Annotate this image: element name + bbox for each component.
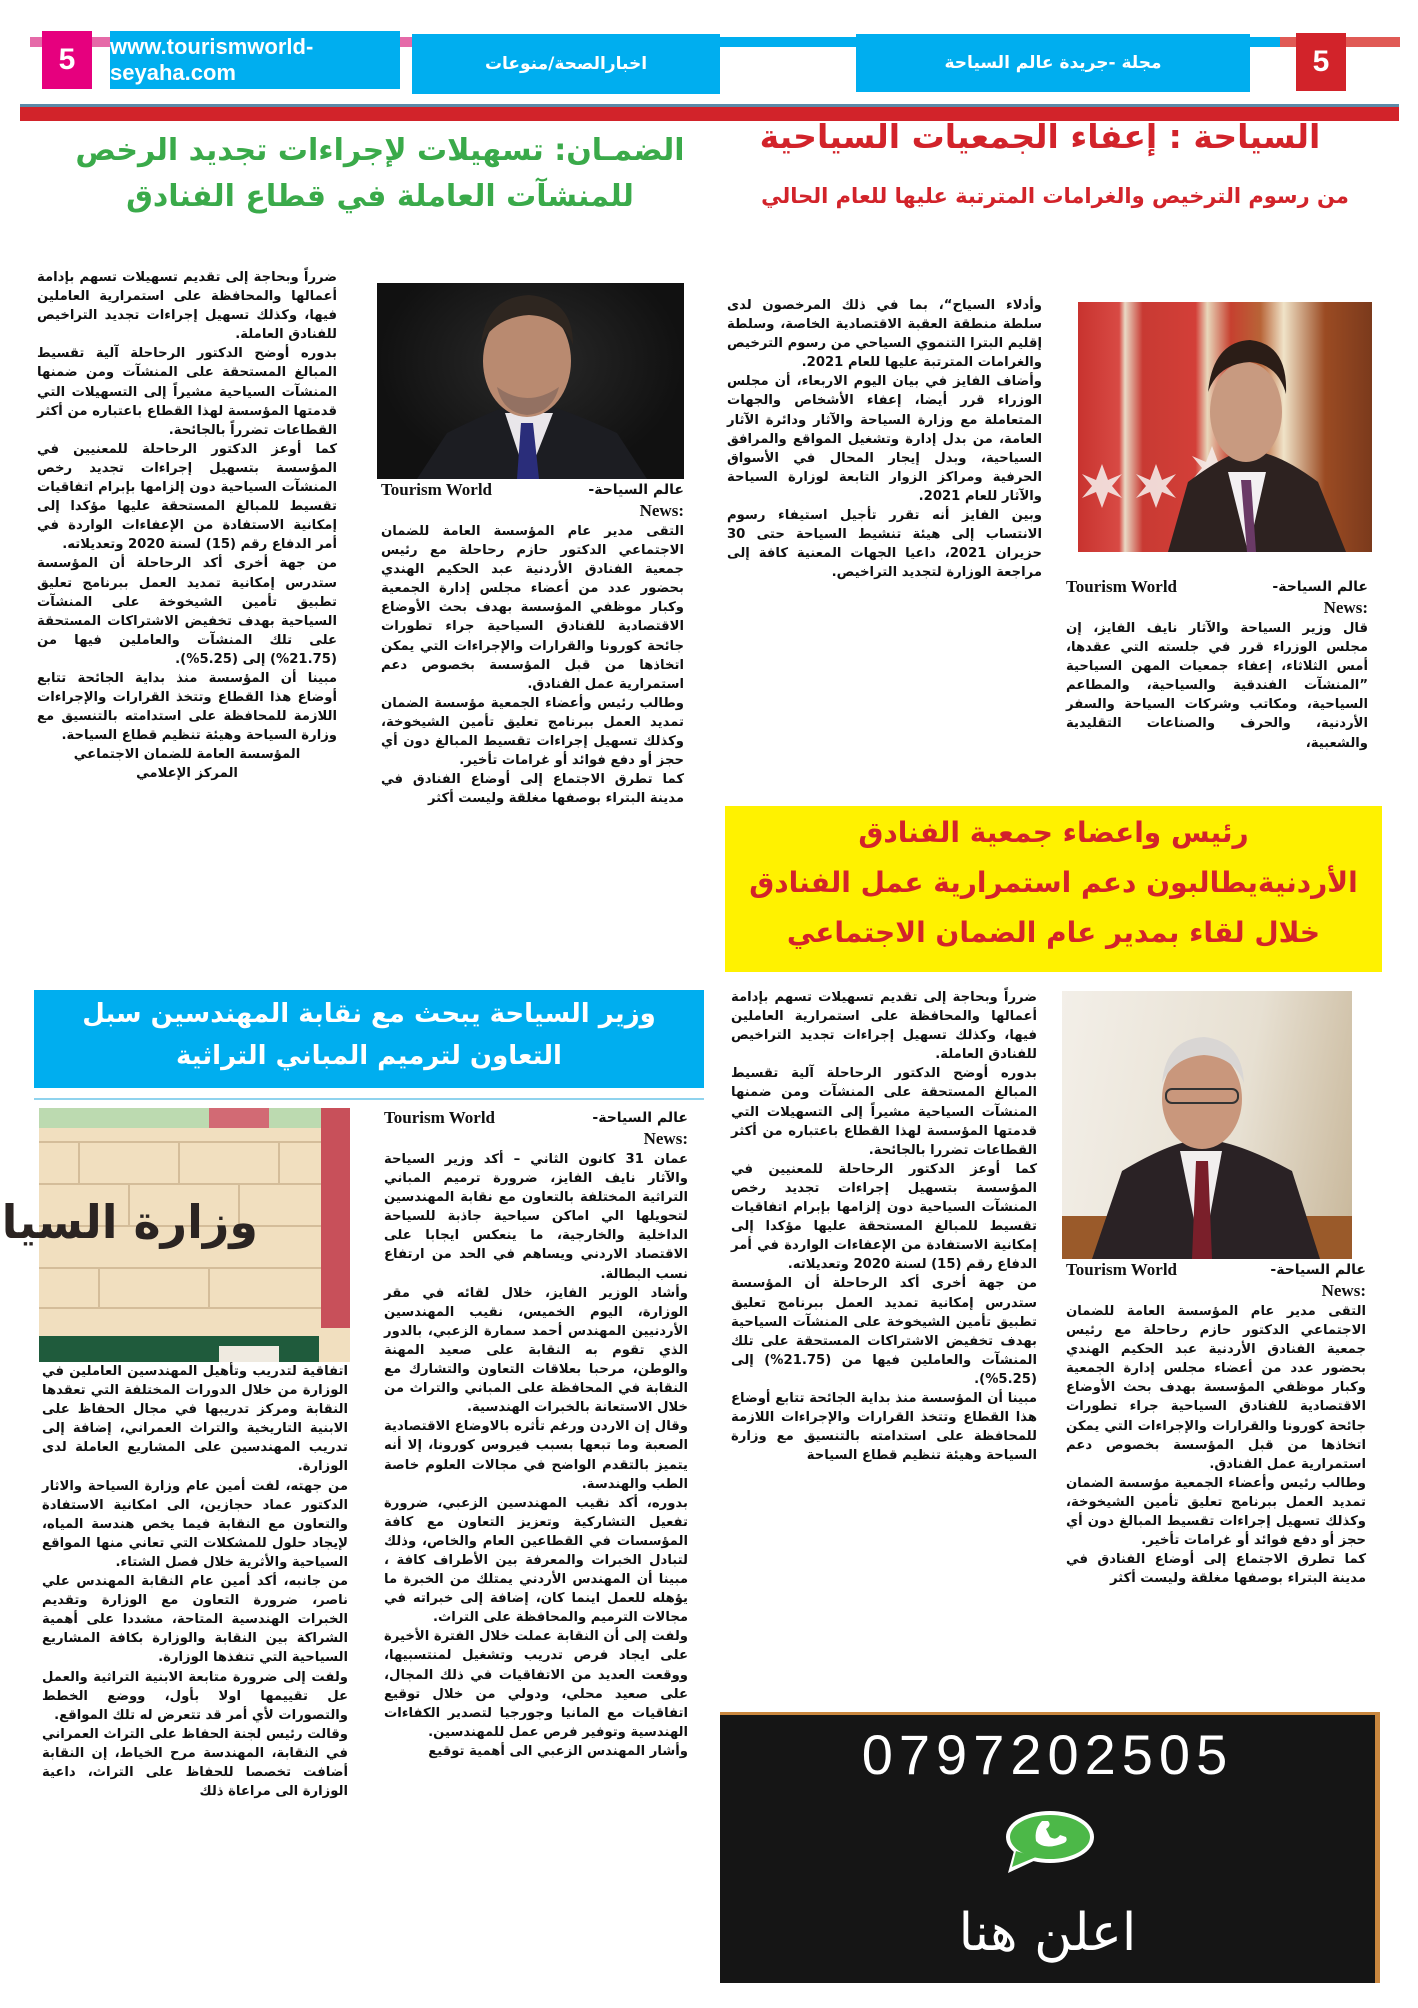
engineers-paragraph: من جهته، لفت أمين عام وزارة السياحة والاثار الدكتور عماد حجازين، الى امكانية الاستفادة والتعاون مع النقابة فيما يخص هندسة المياه، لإيجاد حلول للمشكلات التي تعاني منها المواقع السياحية والأثرية خلال فصل الشتاء. [42,1478,348,1570]
hotels-paragraph: ضرراً وبحاجة إلى تقديم تسهيلات تسهم بإدامة أعمالها والمحافظة على استمرارية العاملين فيها، وكذلك تسهيل إجراءات تجديد التراخيص للفنادق العاملة. [731,990,1037,1063]
engineers-col-right [384,1108,688,1978]
hotels-paragraph: كما أوعز الدكتور الرحاحلة للمعنيين في المؤسسة بتسهيل إجراءات تجديد رخص المنشآت السياحية دون إلزامها بإبرام اتفاقيات تقسيط للمبالغ المستحقة عليها مؤكدا إلى إمكانية الاستفادة من الإعفاءات الواردة في أمر الدفاع رقم (15) لسنة 2020 وتعديلاته. [731,1161,1037,1273]
engineers-paragraph: وأشار المهندس الزعبي الى أهمية توقيع [428,1743,688,1759]
website-text: www.tourismworld-seyaha.com [110,34,314,85]
daman-paragraph: التقى مدير عام المؤسسة العامة للضمان الاجتماعي الدكتور حازم رحاحلة مع رئيس جمعية الفنادق الأردنية عبد الحكيم الهندي بحضور عدد من أعضاء مجلس إدارة الجمعية وكبار موظفي المؤسسة بهدف بحث الأوضاع الاقتصادية للفنادق السياحية جراء تطورات جائحة كورونا والقرارات والإجراءات التي يمكن اتخاذها من قبل المؤسسة بخصوص دعم استمرارية عمل الفنادق. [381,524,684,692]
daman-col-left [37,268,337,958]
advert-phone: 0797202505 [861,1723,1234,1786]
engineers-paragraph: ولفت إلى أن النقابة عملت خلال الفترة الأخيرة على ايجاد فرص تدريب وتشغيل لمنتسبيها، ووقعت العديد من الاتفاقيات في ذلك المجال، على صعيد محلي، ودولي من خلال توقيع اتفاقيات مع المانيا وجورجيا لتصدير الكفاءات الهندسية وتوفير فرص عمل للمهندسين. [384,1629,688,1740]
whatsapp-icon [994,1807,1098,1877]
engineers-headline-rule [34,1098,704,1100]
byline-en: Tourism World [384,1108,496,1127]
whatsapp-advert[interactable] [720,1712,1380,1983]
daman-signature: المركز الإعلامي [136,766,238,782]
page-number-right-text: 5 [1312,45,1330,78]
association-head-photo [1062,991,1352,1259]
byline-en: Tourism World [1066,577,1178,596]
exemption-subheadline [760,175,1350,217]
byline-en: Tourism World [1066,1260,1178,1279]
byline-news: :News [1323,598,1368,617]
daman-paragraph: وطالب رئيس وأعضاء الجمعية مؤسسة الضمان تمديد العمل ببرنامج تعليق تأمين الشيخوخة، وكذلك تسهيل إجراءات تقسيط المبالغ دون أي حجز أو دفع فوائد أو غرامات تأخير. [381,695,684,769]
ministry-sign-text: وزارة السيا [1,1195,258,1249]
minister-photo [1078,302,1372,552]
hotels-headline-line: رئيس واعضاء جمعية الفنادق [858,816,1249,849]
advert-cta: اعلن هنا [958,1903,1137,1963]
engineers-paragraph: وقالت رئيس لجنة الحفاظ على التراث العمراني في النقابة، المهندسة مرح الخياط، إن النقابة أضافت تخصصا للحفاظ على التراث، داعية الوزارة الى مراعاة ذلك [42,1726,348,1800]
website-link[interactable] [110,31,400,89]
engineers-headline-line: وزير السياحة يبحث مع نقابة المهندسين سبل [82,999,656,1029]
director-photo [377,283,684,479]
byline-ar: عالم السياحة- [1272,579,1368,595]
association-head-photo-figure [1062,991,1352,1259]
hotels-paragraph: بدوره أوضح الدكتور الرحاحلة آلية تقسيط المبالغ المستحقة على المنشآت ومن ضمنها المنشآت السياحية مشيراً إلى التسهيلات التي قدمتها المؤسسة لهذا القطاع باعتباره من أكثر القطاعات تضررا بالجائحة. [731,1066,1037,1158]
byline-ar: عالم السياحة- [592,1110,688,1126]
exemption-paragraph: وأدلاء السياح“، بما في ذلك المرخصون لدى سلطة منطقة العقبة الاقتصادية الخاصة، وسلطة إقليم البترا التنموي السياحي من رسوم الترخيص والغرامات المترتبة عليها للعام 2021. [727,298,1042,371]
exemption-headline [740,112,1340,162]
engineers-byline [384,1108,688,1128]
hotels-paragraph: من جهة أخرى أكد الرحاحلة أن المؤسسة ستدرس إمكانية تمديد العمل ببرنامج تعليق تطبيق تأمين الشيخوخة على المنشآت السياحية بهدف تخفيض الاشتراكات المستحقة على تلك المنشآت والعاملين فيها من (21.75%) إلى (5.25%). [731,1276,1037,1387]
daman-paragraph: كما أوعز الدكتور الرحاحلة للمعنيين في المؤسسة بتسهيل إجراءات تجديد رخص المنشآت السياحية دون إلزامها بإبرام اتفاقيات تقسيط للمبالغ المستحقة عليها مؤكدا إلى إمكانية الاستفادة من الإعفاءات الواردة في أمر الدفاع رقم (15) لسنة 2020 وتعديلاته. [37,441,337,553]
page-number-left-text: 5 [58,43,76,76]
byline-ar: عالم السياحة- [588,482,684,498]
daman-paragraph: بدوره أوضح الدكتور الرحاحلة آلية تقسيط المبالغ المستحقة على المنشآت ومن ضمنها المنشآت السياحية مشيراً إلى التسهيلات التي قدمتها المؤسسة لهذا القطاع باعتباره من أكثر القطاعات تضرراً بالجائحة. [37,346,337,438]
section-text: اخبارالصحة/منوعات [484,54,648,74]
engineers-paragraph: وقال إن الاردن ورغم تأثره بالاوضاع الاقتصادية الصعبة وما تبعها بسبب فيروس كورونا، إلا أنه يتميز بالتقدم الواضح في مجالات العلوم خاصة الطب والهندسة. [384,1419,688,1492]
daman-col-right [381,480,684,972]
engineers-paragraph: ولفت إلى ضرورة متابعة الابنية التراثية والعمل عل تقييمها اولا بأول، ووضع الخطط والتصورات لأي أمر قد تتعرض له تلك المواقع. [42,1669,348,1723]
exemption-subheadline-text: من رسوم الترخيص والغرامات المترتبة عليها للعام الحالي [761,184,1349,208]
hotels-paragraph: كما تطرق الاجتماع إلى أوضاع الفنادق في مدينة البتراء بوصفها مغلقة وليست أكثر [1066,1552,1366,1587]
hotels-headline-line: الأردنيةيطالبون دعم استمرارية عمل الفنادق [749,866,1358,899]
engineers-col-left [42,1362,348,1982]
byline-news: :News [1321,1281,1366,1300]
engineers-paragraph: وأشاد الوزير الفايز، خلال لقائه في مقر الوزارة، اليوم الخميس، نقيب المهندسين الأردنيين المهندس أحمد سمارة الزعبي، بالدور الذي تقوم به النقابة على صعيد المهنة والوطن، مرحبا بعلاقات التعاون والتشارك مع النقابة في المحافظة على المباني والتراث من خلال الاستعانة بالخبرات الهندسية. [384,1285,688,1416]
page-number-left [42,31,92,89]
hotels-col-right [1066,1260,1366,1690]
exemption-col-right [1066,577,1368,787]
exemption-paragraph: قال وزير السياحة والآثار نايف الفايز، إن مجلس الوزراء قرر في جلسته التي عقدها، أمس الثلاثاء، إعفاء جمعيات المهن السياحية ”المنشآت الفندقية والسياحية، والمطاعم السياحية، ومكاتب وشركات السياحة والسفر الأردنية، والحرف والصناعات التقليدية والشعبية، [1066,621,1368,751]
engineers-headline [34,993,704,1077]
director-photo-figure [377,283,684,479]
publication-name [856,34,1250,92]
byline-en: Tourism World [381,480,493,499]
ministry-sign-photo [1,1108,350,1362]
hotels-paragraph: التقى مدير عام المؤسسة العامة للضمان الاجتماعي الدكتور حازم رحاحلة مع رئيس جمعية الفنادق الأردنية عبد الحكيم الهندي بحضور عدد من أعضاء مجلس إدارة الجمعية وكبار موظفي المؤسسة بهدف بحث الأوضاع الاقتصادية للفنادق السياحية جراء تطورات جائحة كورونا والقرارات والإجراءات التي يمكن اتخاذها من قبل المؤسسة بخصوص دعم استمرارية عمل الفنادق. [1066,1304,1366,1472]
byline-ar: عالم السياحة- [1270,1262,1366,1278]
daman-paragraph: كما تطرق الاجتماع إلى أوضاع الفنادق في مدينة البتراء بوصفها مغلقة وليست أكثر [381,772,684,807]
engineers-headline-line: التعاون لترميم المباني التراثية [176,1041,562,1071]
daman-paragraph: ضرراً وبحاجة إلى تقديم تسهيلات تسهم بإدامة أعمالها والمحافظة على استمرارية العاملين فيها، وكذلك تسهيل إجراءات تجديد التراخيص للفنادق العاملة. [37,270,337,343]
publication-text: مجلة -جريدة عالم السياحة [944,53,1162,73]
daman-signature: المؤسسة العامة للضمان الاجتماعي [73,747,301,763]
section-label [412,34,720,94]
engineers-paragraph: بدوره، أكد نقيب المهندسين الزعبي، ضرورة تفعيل التشاركية وتعزيز التعاون مع كافة المؤسسات في القطاعين العام والخاص، وذلك لتبادل الخبرات والمعرفة بين الأطراف كافة ، مبينا أن المهندس الأردني يمتلك من الخبرة ما يؤهله للعمل اينما كان، إضافة إلى خبراته في مجالات الترميم والمحافظة على التراث. [384,1495,688,1626]
hotels-paragraph: وطالب رئيس وأعضاء الجمعية مؤسسة الضمان تمديد العمل ببرنامج تعليق تأمين الشيخوخة، وكذلك تسهيل إجراءات تقسيط المبالغ دون أي حجز أو دفع فوائد أو غرامات تأخير. [1066,1475,1366,1549]
byline-news: :News [639,501,684,520]
hotels-paragraph: مبينا أن المؤسسة منذ بداية الجائحة تتابع أوضاع هذا القطاع وتتخذ القرارات والإجراءات اللازمة للمحافظة على استدامته بالتنسيق مع وزارة السياحة وهيئة تنظيم قطاع السياحة [731,1390,1037,1464]
hotels-headline-line: خلال لقاء بمدير عام الضمان الاجتماعي [786,916,1321,949]
exemption-byline [1066,577,1368,597]
hotels-byline [1066,1260,1366,1280]
daman-paragraph: مبينا أن المؤسسة منذ بداية الجائحة تتابع أوضاع هذا القطاع وتتخذ القرارات والإجراءات اللازمة للمحافظة على استدامته بالتنسيق مع وزارة السياحة وهيئة تنظيم قطاع السياحة. [37,670,337,744]
exemption-paragraph: وبين الفايز أنه تقرر تأجيل استيفاء رسوم الانتساب إلى هيئة تنشيط السياحة حتى 30 حزيران 2021، داعيا الجهات المعنية كافة إلى مراجعة الوزارة لتجديد التراخيص. [727,508,1042,581]
exemption-headline-text: السياحة : إعفاء الجمعيات السياحية [759,117,1321,156]
exemption-col-left [727,296,1042,696]
engineers-paragraph: من جانبه، أكد أمين عام النقابة المهندس علي ناصر، ضرورة التعاون مع الوزارة وتقديم الخبرات الهندسية المتاحة، مشددا على أهمية الشراكة بين النقابة والوزارة بكافة المشاريع السياحية التي تنفذها الوزارة. [42,1574,348,1666]
byline-news: :News [643,1129,688,1148]
daman-headline-text: الضمـان: تسهيلات لإجراءات تجديد الرخص للمنشآت العاملة في قطاع الفنادق [75,133,685,214]
engineers-paragraph: اتفاقية لتدريب وتأهيل المهندسين العاملين في الوزارة من خلال الدورات المختلفة التي تعقدها النقابة ومركز تدريبها في مجال الحفاظ على الابنية التاريخية والتراث العمراني، إضافة إلى تدريب المهندسين على المشاريع العاملة لدى الوزارة. [42,1364,348,1475]
page-number-right [1296,33,1346,91]
hotels-headline [725,808,1382,958]
daman-headline [70,128,690,220]
minister-photo-figure [1078,302,1372,552]
exemption-paragraph: وأضاف الفايز في بيان اليوم الاربعاء، أن مجلس الوزراء قرر أيضا، إعفاء الأشخاص والجهات المتعاملة مع وزارة السياحة والآثار ودائرة الآثار العامة، من بدل إدارة وتشغيل المواقع والمرافق السياحية، وبدل إيجار المحال في الأسواق الحرفية ومراكز الزوار التابعة لوزارة السياحة والآثار للعام 2021. [727,374,1042,504]
daman-paragraph: من جهة أخرى أكد الرحاحلة أن المؤسسة ستدرس إمكانية تمديد العمل ببرنامج تعليق تطبيق تأمين الشيخوخة على المنشآت السياحية بهدف تخفيض الاشتراكات المستحقة على تلك المنشآت والعاملين فيها من (21.75%) إلى (5.25%). [37,556,337,667]
daman-byline [381,480,684,500]
hotels-col-left [731,988,1037,1658]
engineers-paragraph: عمان 31 كانون الثاني – أكد وزير السياحة والآثار نايف الفايز، ضرورة ترميم المباني التراثية المختلفة بالتعاون مع نقابة المهندسين لتحويلها الي اماكن سياحية جاذبة للسياحة الداخلية والخارجية، ما ينعكس ايجابا على الاقتصاد الاردني ويساهم في الحد من ارتفاع نسب البطالة. [384,1152,688,1282]
